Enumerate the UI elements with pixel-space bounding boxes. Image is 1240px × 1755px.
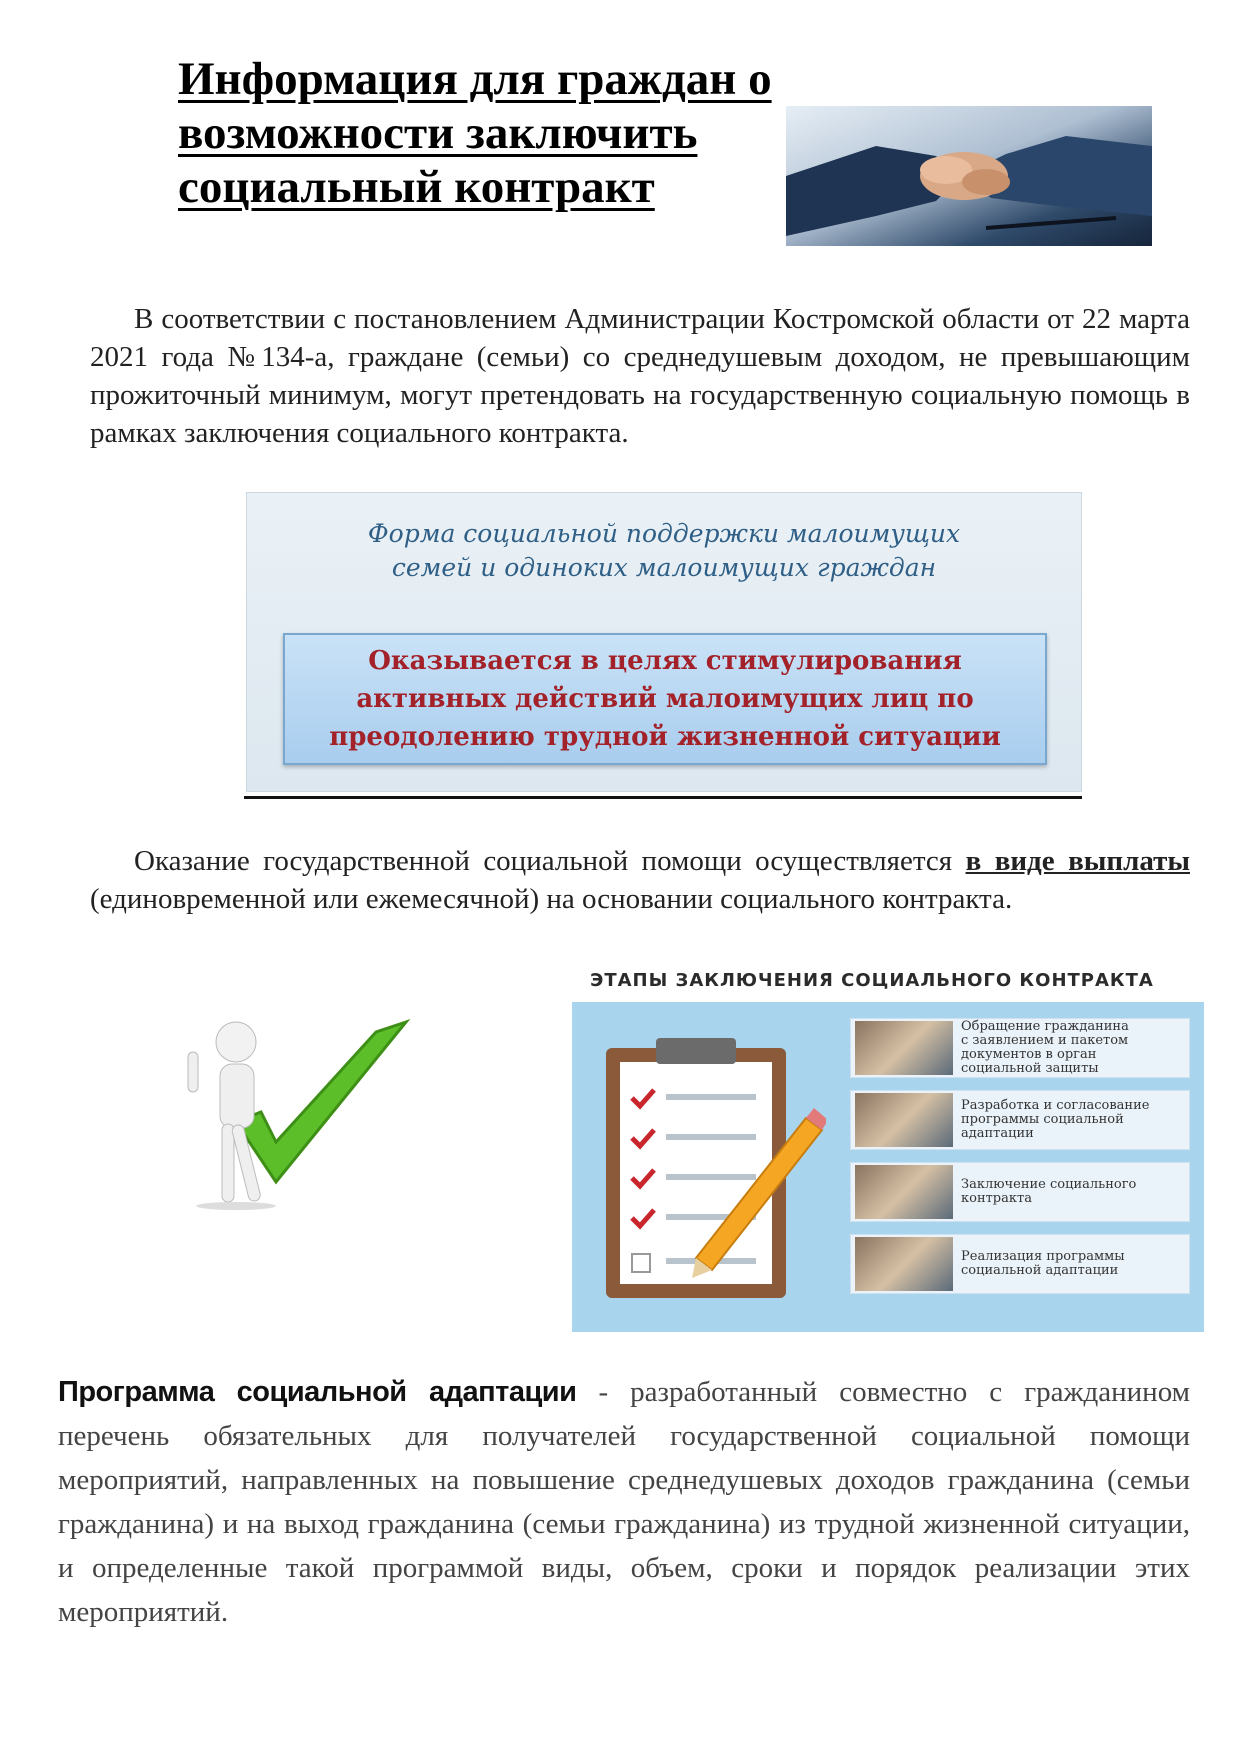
banner-heading-line-1: Форма социальной поддержки малоимущих [367,519,961,548]
checkmark-person-icon [176,1012,412,1212]
adaptation-program-paragraph [58,1370,1190,1634]
stage-1-line-4: социальной защиты [961,1061,1099,1076]
stage-item-2 [850,1090,1190,1150]
handshake-icon [786,106,1152,246]
banner-box-line-2: активных действий малоимущих лиц по [356,684,974,714]
payment-text-before: Оказание государственной социальной помощи осуществляется [134,845,966,877]
stages-infographic [572,1002,1204,1332]
title-line-3: социальный контракт [178,161,655,213]
adaptation-program-term: Программа социальной адаптации [58,1376,577,1408]
banner-box-line-3: преодолению трудной жизненной ситуации [329,722,1001,752]
payment-paragraph [90,842,1190,918]
stage-1-line-3: документов в орган [961,1047,1097,1062]
stage-3-line-2: контракта [961,1191,1032,1206]
payment-text-after: (единовременной или ежемесячной) на основании социального контракта. [90,883,1013,915]
banner-box-line-1: Оказывается в целях стимулирования [368,646,962,676]
stages-title: ЭТАПЫ ЗАКЛЮЧЕНИЯ СОЦИАЛЬНОГО КОНТРАКТА [590,970,1154,991]
stage-3-line-1: Заключение социального [961,1177,1137,1192]
payment-text-bold: в виде выплаты [965,845,1190,877]
adaptation-program-definition: - разработанный совместно с гражданином перечень обязательных для получателей государственной социальной помощи мероприятий, направленных на повышение среднедушевых доходов гражданина (семьи гражданина) и на выход гражданина (семьи гражданина) из трудной жизненной ситуации, и определенные такой программой виды, объем, сроки и порядок реализации этих мероприятий. [58,1376,1190,1628]
stage-2-line-2: программы социальной [961,1112,1124,1127]
stage-4-line-2: социальной адаптации [961,1263,1119,1278]
clipboard-icon [596,1028,826,1310]
stage-3-photo [855,1165,953,1219]
intro-paragraph [90,300,1190,452]
clipboard-image [596,1028,826,1310]
stage-1-line-1: Обращение гражданина [961,1019,1129,1034]
stage-2-line-3: адаптации [961,1126,1034,1141]
title-line-1: Информация для граждан о [178,53,772,105]
title-line-2: возможности заключить [178,107,698,159]
intro-text: В соответствии с постановлением Администрации Костромской области от 22 марта 2021 года №134-а, граждане (семьи) со среднедушевым доходом, не превышающим прожиточный минимум, могут претендовать на государственную социальную помощь в рамках заключения социального контракта. [90,303,1190,449]
banner-heading-line-2: семей и одиноких малоимущих граждан [391,553,937,582]
banner-heading [247,517,1081,585]
stage-item-3 [850,1162,1190,1222]
figure-checkmark-image [176,1012,412,1212]
handshake-image [786,106,1152,246]
stages-list [850,1018,1190,1306]
stage-2-line-1: Разработка и согласование [961,1098,1150,1113]
stage-1-line-2: с заявлением и пакетом [961,1033,1129,1048]
banner-highlight-box [283,633,1047,765]
stage-4-photo [855,1237,953,1291]
stage-1-photo [855,1021,953,1075]
stage-item-1 [850,1018,1190,1078]
stage-4-line-1: Реализация программы [961,1249,1125,1264]
support-form-banner [246,492,1082,792]
page-title [178,52,798,214]
stage-2-photo [855,1093,953,1147]
divider-line [244,796,1082,799]
stage-item-4 [850,1234,1190,1294]
